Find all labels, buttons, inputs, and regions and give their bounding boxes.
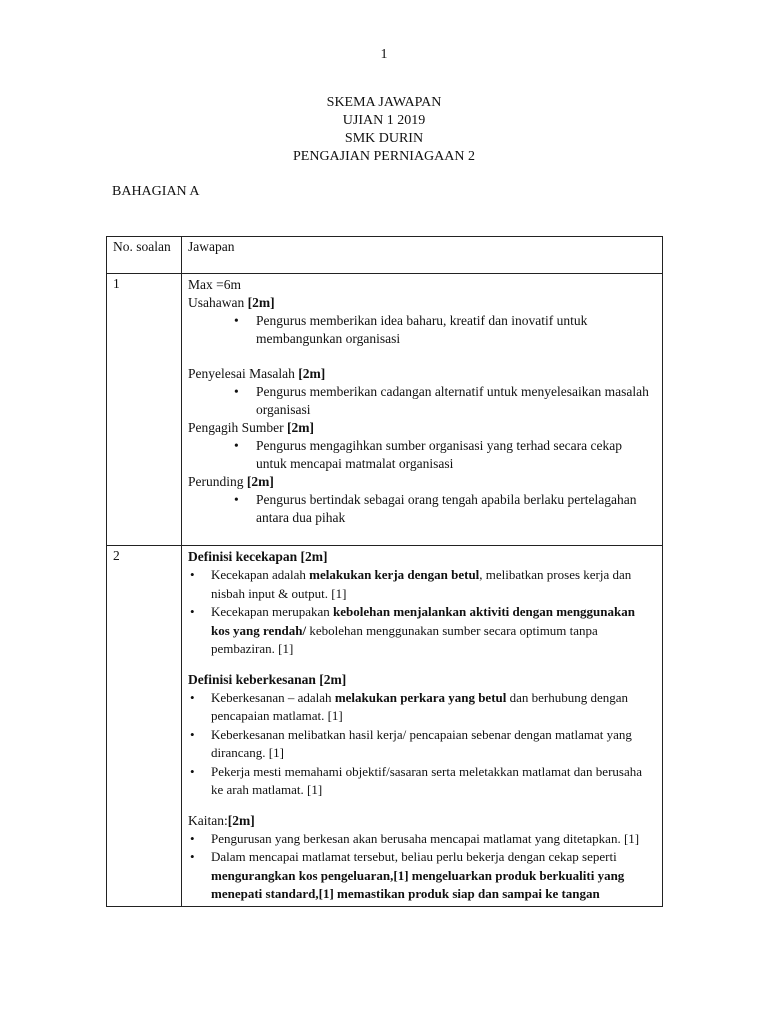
list-item: • Pengurus bertindak sebagai orang tengah apabila berlaku pertelagahan antara dua pihak [188,491,656,527]
definition-kecekapan-heading: Definisi kecekapan [2m] [188,549,328,564]
table-row-q1 [107,274,663,546]
definition-kecekapan-points [188,566,656,659]
header-subject: PENGAJIAN PERNIAGAAN 2 [293,149,475,164]
table-row-q2 [107,546,663,907]
role-usahawan-points [188,312,656,348]
role-pengagih-sumber: Pengagih Sumber [2m] [188,420,314,435]
answer-cell-q1 [182,274,663,546]
list-item: • Pengurus mengagihkan sumber organisasi yang terhad secara cekap untuk mencapai matmalat organisasi [188,437,656,473]
list-item: • Pekerja mesti memahami objektif/sasaran serta meletakkan matlamat dan berusaha ke arah matlamat. [1] [188,763,656,800]
definition-keberkesanan-points [188,689,656,800]
list-item: • Keberkesanan – adalah melakukan perkara yang betul dan berhubung dengan pencapaian matlamat. [1] [188,689,656,726]
role-penyelesai-masalah: Penyelesai Masalah [2m] [188,366,326,381]
header-title: SKEMA JAWAPAN [326,95,442,110]
list-item: • Keberkesanan melibatkan hasil kerja/ pencapaian sebenar dengan matlamat yang dirancang. [1] [188,726,656,763]
question-number: 2 [107,546,182,907]
header-exam: UJIAN 1 2019 [342,113,426,128]
role-perunding: Perunding [2m] [188,474,274,489]
list-item: • Pengurusan yang berkesan akan berusaha mencapai matlamat yang ditetapkan. [1] [188,830,656,849]
header-school: SMK DURIN [344,131,424,146]
answer-table [106,236,663,907]
role-perunding-points [188,491,656,527]
document-header [0,94,768,166]
role-penyelesai-points [188,383,656,419]
list-item: • Kecekapan merupakan kebolehan menjalankan aktiviti dengan menggunakan kos yang rendah/ kebolehan menggunakan sumber secara optimum tanpa pembaziran. [1] [188,603,656,659]
col-header-number: No. soalan [107,237,182,274]
max-marks: Max =6m [188,277,241,292]
list-item: • Dalam mencapai matlamat tersebut, beliau perlu bekerja dengan cekap seperti mengurangkan kos pengeluaran,[1] mengeluarkan produk berkualiti yang menepati standard,[1] memastikan produk siap dan sampai ke tangan [188,848,656,904]
list-item: • Kecekapan adalah melakukan kerja dengan betul, melibatkan proses kerja dan nisbah input & output. [1] [188,566,656,603]
col-header-answer: Jawapan [182,237,663,274]
question-number: 1 [107,274,182,546]
role-usahawan: Usahawan [2m] [188,295,275,310]
answer-cell-q2 [182,546,663,907]
kaitan-points [188,830,656,904]
list-item: • Pengurus memberikan idea baharu, kreatif dan inovatif untuk membangunkan organisasi [188,312,656,348]
list-item: • Pengurus memberikan cadangan alternatif untuk menyelesaikan masalah organisasi [188,383,656,419]
page-number: 1 [380,47,388,62]
section-title: BAHAGIAN A [112,184,200,199]
table-header-row [107,237,663,274]
role-pengagih-points [188,437,656,473]
definition-keberkesanan-heading: Definisi keberkesanan [2m] [188,671,347,687]
kaitan-heading: Kaitan:[2m] [188,812,255,828]
